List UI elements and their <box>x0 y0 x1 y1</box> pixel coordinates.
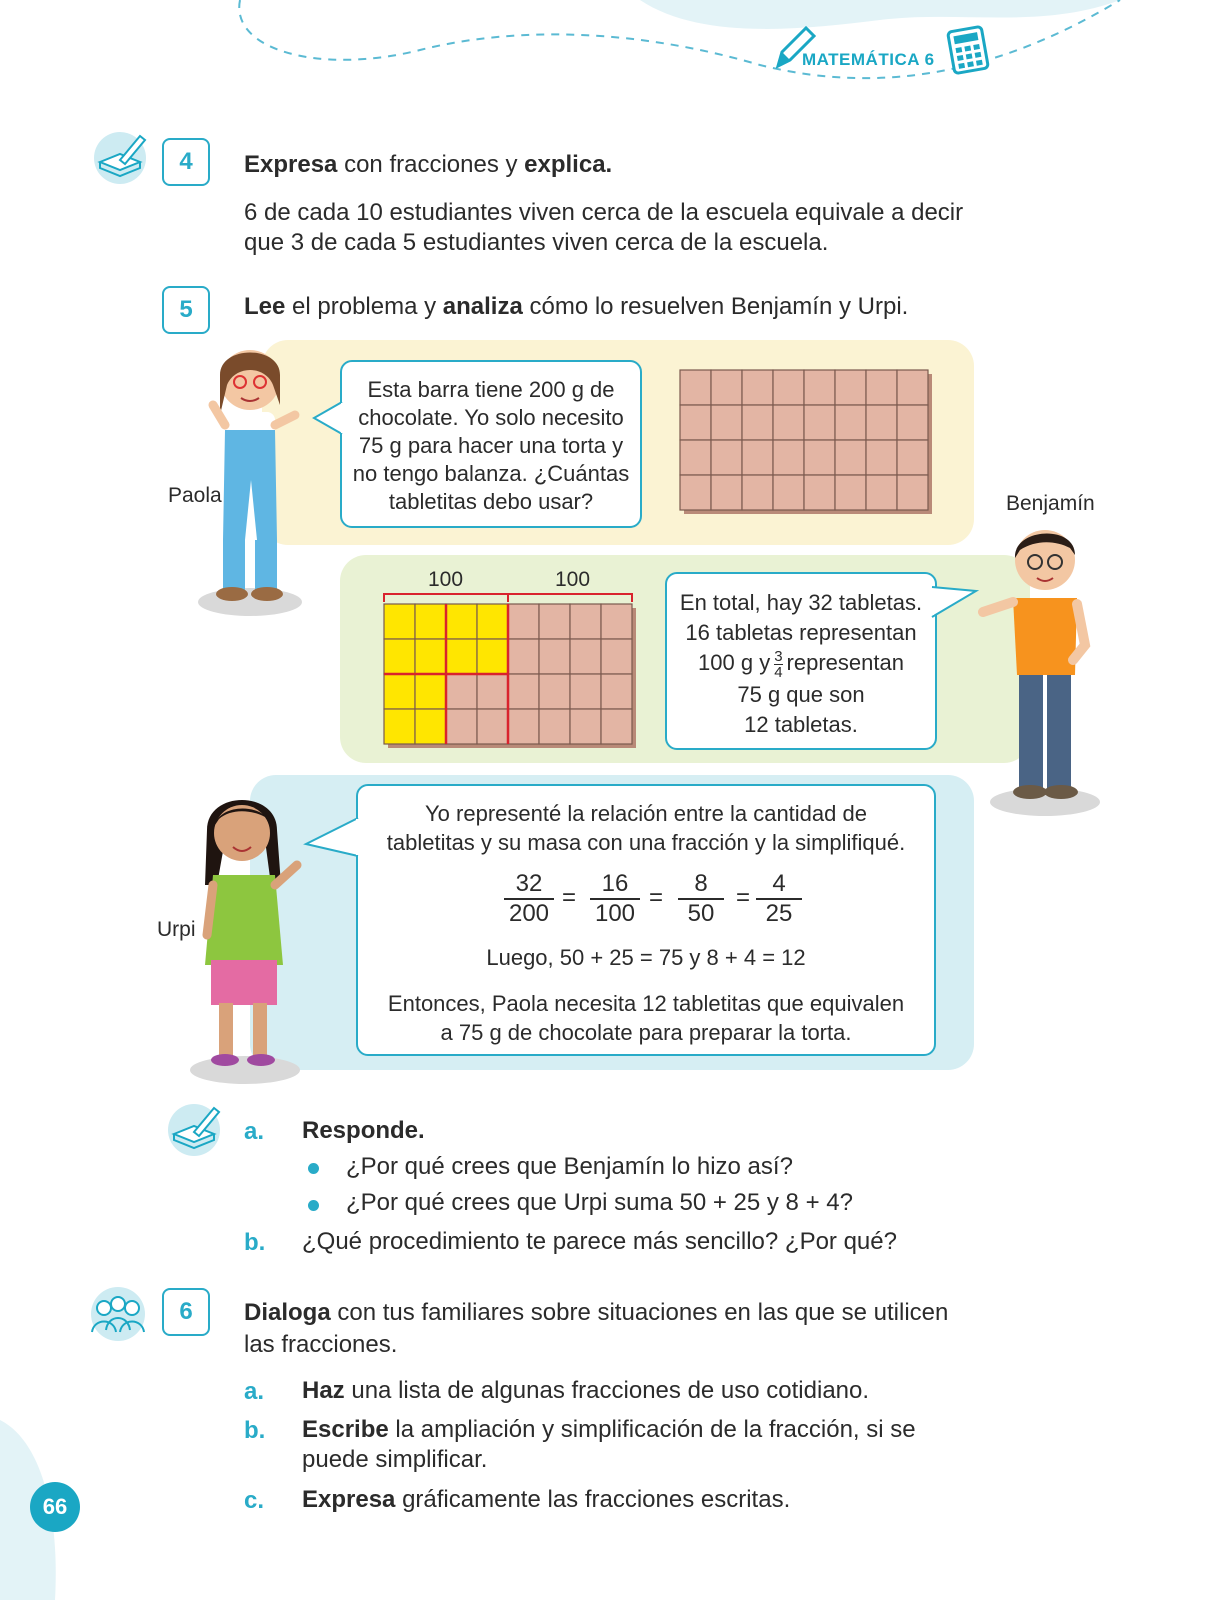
question-b-letter: b. <box>244 1229 266 1256</box>
chocolate-tablet <box>384 709 415 744</box>
chocolate-tablet <box>508 674 539 709</box>
item-b-text: Escribe la ampliación y simplificación de la fracción, si se <box>302 1416 916 1443</box>
notebook-writing-icon <box>164 1102 224 1158</box>
chocolate-tablet <box>897 475 928 510</box>
chocolate-tablet <box>539 709 570 744</box>
chocolate-tablet <box>477 639 508 674</box>
urpi-bubble-tail <box>302 816 360 862</box>
chocolate-tablet <box>866 475 897 510</box>
chocolate-tablet <box>508 604 539 639</box>
bar-label-left: 100 <box>428 568 464 591</box>
chocolate-tablet <box>835 405 866 440</box>
benjamin-text-4: 75 g que son <box>737 681 865 707</box>
activity-5-title: Lee el problema y analiza cómo lo resuelven Benjamín y Urpi. <box>244 293 909 320</box>
paola-text-2: chocolate. Yo solo necesito <box>358 405 624 430</box>
chocolate-tablet <box>539 639 570 674</box>
paola-speech-bubble <box>340 360 642 528</box>
chocolate-tablet <box>601 604 632 639</box>
chocolate-tablet <box>680 370 711 405</box>
activity-6-title-line-2: las fracciones. <box>244 1331 398 1358</box>
chocolate-tablet <box>866 440 897 475</box>
chocolate-tablet <box>680 440 711 475</box>
chocolate-tablet <box>384 674 415 709</box>
chocolate-tablet <box>477 604 508 639</box>
question-a-letter: a. <box>244 1118 265 1145</box>
urpi-name: Urpi <box>157 918 196 941</box>
bar-label-right: 100 <box>555 568 591 591</box>
question-b-text: ¿Qué procedimiento te parece más sencillo? ¿Por qué? <box>302 1228 897 1255</box>
activity-4-title: Expresa con fracciones y explica. <box>244 151 613 178</box>
paola-text-1: Esta barra tiene 200 g de <box>367 377 615 402</box>
chocolate-tablet <box>711 440 742 475</box>
chocolate-tablet <box>835 475 866 510</box>
chocolate-tablet <box>711 475 742 510</box>
chocolate-tablet <box>866 405 897 440</box>
chocolate-tablet <box>570 674 601 709</box>
chocolate-tablet <box>601 674 632 709</box>
bracket <box>508 594 632 602</box>
chocolate-tablet <box>804 475 835 510</box>
chocolate-tablet <box>570 639 601 674</box>
header-decoration <box>0 0 1215 110</box>
chocolate-tablet <box>415 639 446 674</box>
chocolate-tablet <box>804 440 835 475</box>
item-a-text: Haz una lista de algunas fracciones de uso cotidiano. <box>302 1377 870 1404</box>
benjamin-name: Benjamín <box>1006 492 1095 515</box>
urpi-text-3: Luego, 50 + 25 = 75 y 8 + 4 = 12 <box>486 945 806 970</box>
chocolate-tablet <box>773 440 804 475</box>
chocolate-tablet <box>804 370 835 405</box>
item-c-letter: c. <box>244 1487 265 1514</box>
urpi-text-5: a 75 g de chocolate para preparar la torta. <box>440 1020 852 1045</box>
chocolate-tablet <box>804 405 835 440</box>
chocolate-tablet <box>446 639 477 674</box>
fraction-32-200: $\frac{32}{200}$ <box>504 870 554 928</box>
paola-text-3: 75 g para hacer una torta y <box>358 433 624 458</box>
benjamin-text-1: En total, hay 32 tabletas. <box>679 590 923 615</box>
activity-4-line-1: 6 de cada 10 estudiantes viven cerca de la escuela equivale a decir <box>244 199 964 226</box>
chocolate-tablet <box>773 475 804 510</box>
family-icon <box>84 1284 152 1342</box>
chocolate-tablet <box>601 709 632 744</box>
question-a-bullet-2: ¿Por qué crees que Urpi suma 50 + 25 y 8 + 4? <box>346 1189 853 1216</box>
chocolate-tablet <box>680 475 711 510</box>
urpi-text-1: Yo representé la relación entre la cantidad de <box>425 801 867 826</box>
paola-name: Paola <box>168 484 222 507</box>
chocolate-tablet <box>742 405 773 440</box>
chocolate-tablet <box>539 674 570 709</box>
paola-illustration <box>195 340 305 625</box>
item-b-letter: b. <box>244 1417 266 1444</box>
chocolate-tablet <box>866 370 897 405</box>
activity-4-number: 4 <box>162 138 210 186</box>
chocolate-tablet <box>477 709 508 744</box>
chocolate-tablet <box>680 405 711 440</box>
equals-sign: = <box>649 884 664 911</box>
chocolate-bar-divided <box>380 590 646 750</box>
chocolate-tablet <box>711 370 742 405</box>
chocolate-tablet <box>415 709 446 744</box>
chocolate-tablet <box>384 639 415 674</box>
chocolate-tablet <box>897 370 928 405</box>
fraction-16-100: $\frac{16}{100}$ <box>590 870 640 928</box>
question-a-text: Responde. <box>302 1117 425 1144</box>
benjamin-speech-bubble <box>665 572 937 750</box>
paola-bubble-tail <box>312 400 344 436</box>
chocolate-tablet <box>773 405 804 440</box>
chocolate-tablet <box>415 674 446 709</box>
chocolate-tablet <box>508 709 539 744</box>
chocolate-tablet <box>711 405 742 440</box>
equals-sign: = <box>562 884 577 911</box>
calculator-icon <box>945 25 991 75</box>
fraction-8-50: $\frac{8}{50}$ <box>678 870 724 928</box>
chocolate-tablet <box>570 709 601 744</box>
urpi-illustration <box>185 785 310 1090</box>
activity-5-number: 5 <box>162 286 210 334</box>
bullet <box>308 1163 319 1174</box>
chocolate-tablet <box>446 604 477 639</box>
chocolate-tablet <box>835 440 866 475</box>
urpi-text-4: Entonces, Paola necesita 12 tabletitas que equivalen <box>387 991 905 1016</box>
page-number: 66 <box>30 1482 80 1532</box>
chocolate-tablet <box>742 475 773 510</box>
chocolate-tablet <box>508 639 539 674</box>
item-c-text: Expresa gráficamente las fracciones escritas. <box>302 1486 791 1513</box>
activity-6-title-line-1: Dialoga con tus familiares sobre situaciones en las que se utilicen <box>244 1299 949 1326</box>
activity-6-number: 6 <box>162 1288 210 1336</box>
chocolate-tablet <box>539 604 570 639</box>
item-b-text-line-2: puede simplificar. <box>302 1446 488 1473</box>
activity-4-line-2: que 3 de cada 5 estudiantes viven cerca de la escuela. <box>244 229 829 256</box>
benjamin-text-3: 100 g y $\frac{3}{4}$ representan <box>698 647 904 681</box>
chocolate-tablet <box>897 405 928 440</box>
chocolate-tablet <box>742 370 773 405</box>
chocolate-tablet <box>835 370 866 405</box>
chocolate-tablet <box>384 604 415 639</box>
urpi-speech-bubble <box>356 784 936 1056</box>
urpi-text-2: tabletitas y su masa con una fracción y la simplifiqué. <box>386 830 906 855</box>
benjamin-text-5: 12 tabletas. <box>744 711 858 737</box>
chocolate-tablet <box>446 674 477 709</box>
chocolate-bar-full <box>676 366 942 516</box>
chocolate-tablet <box>415 604 446 639</box>
benjamin-text-2: 16 tabletas representan <box>685 620 917 645</box>
bullet <box>308 1200 319 1211</box>
paola-text-5: tabletitas debo usar? <box>388 489 594 514</box>
equals-sign: = <box>736 884 751 911</box>
benjamin-illustration <box>975 520 1115 820</box>
paola-text-4: no tengo balanza. ¿Cuántas <box>352 461 630 486</box>
question-a-bullet-1: ¿Por qué crees que Benjamín lo hizo así? <box>346 1153 793 1180</box>
fraction-three-quarters: $\frac{3}{4}$ <box>774 647 783 681</box>
series-title: MATEMÁTICA 6 <box>802 50 935 69</box>
fraction-4-25: $\frac{4}{25}$ <box>756 870 802 928</box>
chocolate-tablet <box>897 440 928 475</box>
item-a-letter: a. <box>244 1378 265 1405</box>
bracket <box>384 594 508 602</box>
notebook-writing-icon <box>90 130 150 186</box>
benjamin-bubble-tail <box>930 585 980 625</box>
chocolate-tablet <box>477 674 508 709</box>
chocolate-tablet <box>773 370 804 405</box>
chocolate-tablet <box>570 604 601 639</box>
chocolate-tablet <box>742 440 773 475</box>
chocolate-tablet <box>601 639 632 674</box>
chocolate-tablet <box>446 709 477 744</box>
